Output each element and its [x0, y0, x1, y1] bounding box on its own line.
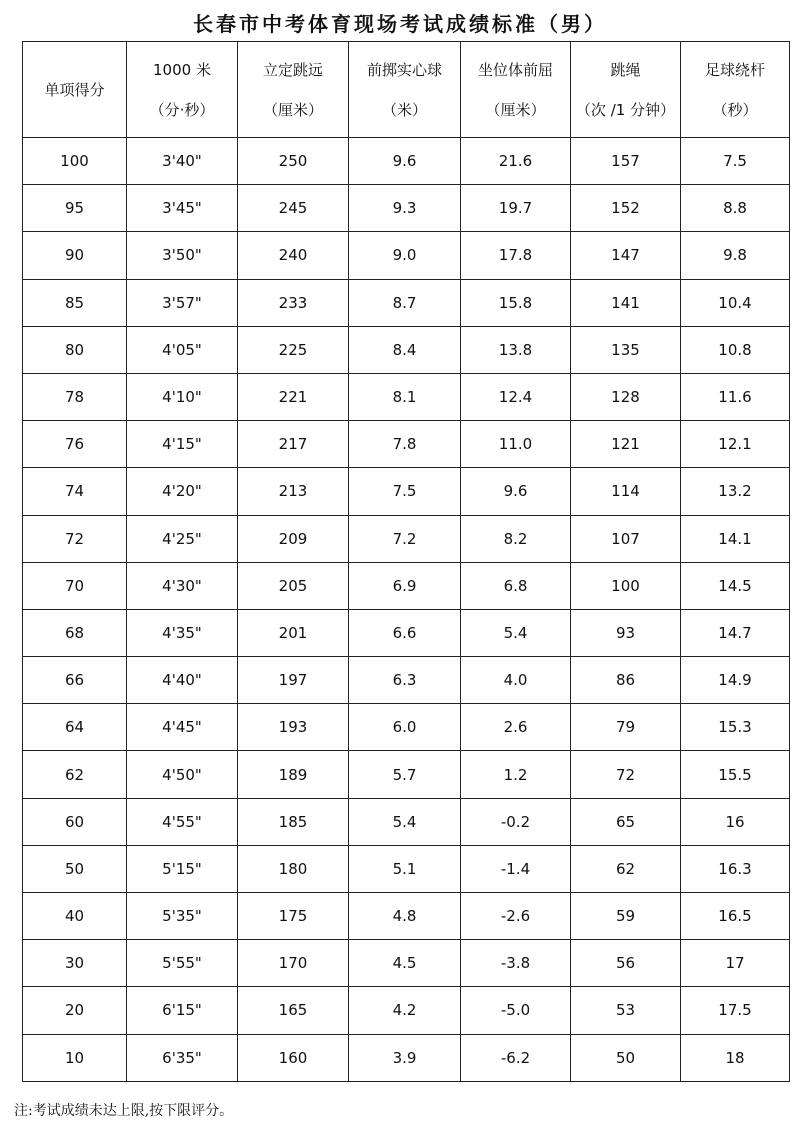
cell-1000m: 3'50" — [127, 232, 238, 279]
cell-sit-and-reach: 17.8 — [461, 232, 571, 279]
table-row — [23, 609, 790, 656]
cell-points: 76 — [23, 421, 127, 468]
cell-1000m: 4'50" — [127, 751, 238, 798]
cell-medicine-ball: 7.5 — [349, 468, 461, 515]
cell-standing-long-jump: 250 — [238, 138, 349, 185]
cell-football-dribble: 14.7 — [681, 609, 790, 656]
cell-standing-long-jump: 225 — [238, 326, 349, 373]
cell-medicine-ball: 5.1 — [349, 845, 461, 892]
cell-rope-skipping: 107 — [571, 515, 681, 562]
table-row — [23, 987, 790, 1034]
cell-standing-long-jump: 193 — [238, 704, 349, 751]
cell-football-dribble: 7.5 — [681, 138, 790, 185]
cell-1000m: 4'05" — [127, 326, 238, 373]
cell-medicine-ball: 4.8 — [349, 893, 461, 940]
cell-football-dribble: 15.3 — [681, 704, 790, 751]
cell-1000m: 5'35" — [127, 893, 238, 940]
cell-1000m: 6'15" — [127, 987, 238, 1034]
cell-football-dribble: 18 — [681, 1034, 790, 1081]
cell-medicine-ball: 7.2 — [349, 515, 461, 562]
cell-football-dribble: 12.1 — [681, 421, 790, 468]
cell-rope-skipping: 93 — [571, 609, 681, 656]
cell-sit-and-reach: 2.6 — [461, 704, 571, 751]
cell-football-dribble: 16 — [681, 798, 790, 845]
header-rope-skipping-label: 跳绳 — [610, 60, 641, 79]
header-rope-skipping — [571, 42, 681, 138]
cell-rope-skipping: 135 — [571, 326, 681, 373]
table-body — [23, 138, 790, 1082]
cell-football-dribble: 14.5 — [681, 562, 790, 609]
cell-football-dribble: 17.5 — [681, 987, 790, 1034]
cell-sit-and-reach: -2.6 — [461, 893, 571, 940]
cell-football-dribble: 14.1 — [681, 515, 790, 562]
cell-football-dribble: 8.8 — [681, 185, 790, 232]
header-medicine-ball — [349, 42, 461, 138]
cell-points: 50 — [23, 845, 127, 892]
cell-sit-and-reach: 5.4 — [461, 609, 571, 656]
header-1000m — [127, 42, 238, 138]
cell-rope-skipping: 147 — [571, 232, 681, 279]
cell-points: 80 — [23, 326, 127, 373]
cell-sit-and-reach: 11.0 — [461, 421, 571, 468]
cell-football-dribble: 9.8 — [681, 232, 790, 279]
table-row — [23, 279, 790, 326]
cell-points: 40 — [23, 893, 127, 940]
cell-points: 64 — [23, 704, 127, 751]
cell-rope-skipping: 152 — [571, 185, 681, 232]
cell-points: 70 — [23, 562, 127, 609]
cell-standing-long-jump: 233 — [238, 279, 349, 326]
cell-football-dribble: 16.3 — [681, 845, 790, 892]
table-row — [23, 798, 790, 845]
table-row — [23, 940, 790, 987]
cell-1000m: 3'57" — [127, 279, 238, 326]
cell-points: 72 — [23, 515, 127, 562]
table-row — [23, 845, 790, 892]
header-sit-and-reach-label: 坐位体前屈 — [477, 60, 553, 79]
cell-points: 95 — [23, 185, 127, 232]
cell-football-dribble: 11.6 — [681, 373, 790, 420]
cell-medicine-ball: 7.8 — [349, 421, 461, 468]
table-row — [23, 468, 790, 515]
cell-football-dribble: 14.9 — [681, 657, 790, 704]
cell-rope-skipping: 59 — [571, 893, 681, 940]
cell-sit-and-reach: 4.0 — [461, 657, 571, 704]
header-medicine-ball-label: 前掷实心球 — [366, 60, 442, 79]
cell-1000m: 4'35" — [127, 609, 238, 656]
cell-sit-and-reach: 9.6 — [461, 468, 571, 515]
cell-points: 20 — [23, 987, 127, 1034]
cell-medicine-ball: 6.3 — [349, 657, 461, 704]
cell-rope-skipping: 53 — [571, 987, 681, 1034]
cell-standing-long-jump: 217 — [238, 421, 349, 468]
cell-1000m: 4'40" — [127, 657, 238, 704]
cell-sit-and-reach: -3.8 — [461, 940, 571, 987]
cell-standing-long-jump: 165 — [238, 987, 349, 1034]
cell-1000m: 6'35" — [127, 1034, 238, 1081]
table-row — [23, 751, 790, 798]
cell-standing-long-jump: 213 — [238, 468, 349, 515]
header-football-dribble-unit: （秒） — [712, 100, 758, 119]
cell-rope-skipping: 141 — [571, 279, 681, 326]
header-football-dribble-label: 足球绕杆 — [704, 60, 765, 79]
cell-standing-long-jump: 197 — [238, 657, 349, 704]
page-title: 长春市中考体育现场考试成绩标准（男） — [193, 12, 607, 36]
header-row — [23, 42, 790, 138]
cell-standing-long-jump: 221 — [238, 373, 349, 420]
cell-football-dribble: 10.4 — [681, 279, 790, 326]
cell-football-dribble: 15.5 — [681, 751, 790, 798]
cell-points: 62 — [23, 751, 127, 798]
cell-standing-long-jump: 160 — [238, 1034, 349, 1081]
cell-1000m: 4'15" — [127, 421, 238, 468]
table-row — [23, 1034, 790, 1081]
cell-sit-and-reach: -6.2 — [461, 1034, 571, 1081]
cell-1000m: 4'45" — [127, 704, 238, 751]
cell-medicine-ball: 6.6 — [349, 609, 461, 656]
cell-sit-and-reach: -1.4 — [461, 845, 571, 892]
cell-1000m: 3'45" — [127, 185, 238, 232]
cell-standing-long-jump: 189 — [238, 751, 349, 798]
cell-points: 74 — [23, 468, 127, 515]
cell-standing-long-jump: 209 — [238, 515, 349, 562]
cell-points: 66 — [23, 657, 127, 704]
cell-medicine-ball: 4.2 — [349, 987, 461, 1034]
cell-medicine-ball: 9.3 — [349, 185, 461, 232]
table-row — [23, 515, 790, 562]
cell-standing-long-jump: 170 — [238, 940, 349, 987]
header-standing-long-jump-label: 立定跳远 — [262, 60, 323, 79]
cell-standing-long-jump: 180 — [238, 845, 349, 892]
cell-sit-and-reach: -5.0 — [461, 987, 571, 1034]
cell-1000m: 5'55" — [127, 940, 238, 987]
table-row — [23, 232, 790, 279]
score-standard-table — [22, 41, 790, 1082]
cell-points: 90 — [23, 232, 127, 279]
header-1000m-label: 1000 米 — [153, 60, 211, 79]
cell-rope-skipping: 121 — [571, 421, 681, 468]
cell-medicine-ball: 8.4 — [349, 326, 461, 373]
table-row — [23, 138, 790, 185]
cell-medicine-ball: 5.4 — [349, 798, 461, 845]
cell-medicine-ball: 6.0 — [349, 704, 461, 751]
cell-sit-and-reach: 8.2 — [461, 515, 571, 562]
cell-medicine-ball: 3.9 — [349, 1034, 461, 1081]
cell-points: 68 — [23, 609, 127, 656]
header-standing-long-jump — [238, 42, 349, 138]
header-medicine-ball-unit: （米） — [381, 100, 427, 119]
cell-medicine-ball: 8.1 — [349, 373, 461, 420]
cell-football-dribble: 10.8 — [681, 326, 790, 373]
table-row — [23, 421, 790, 468]
cell-1000m: 4'10" — [127, 373, 238, 420]
cell-rope-skipping: 100 — [571, 562, 681, 609]
cell-points: 60 — [23, 798, 127, 845]
cell-rope-skipping: 72 — [571, 751, 681, 798]
footnote: 注:考试成绩未达上限,按下限评分。 — [14, 1103, 234, 1119]
cell-medicine-ball: 4.5 — [349, 940, 461, 987]
cell-sit-and-reach: 21.6 — [461, 138, 571, 185]
cell-sit-and-reach: -0.2 — [461, 798, 571, 845]
cell-standing-long-jump: 175 — [238, 893, 349, 940]
cell-1000m: 3'40" — [127, 138, 238, 185]
cell-sit-and-reach: 12.4 — [461, 373, 571, 420]
cell-1000m: 4'20" — [127, 468, 238, 515]
table-header — [23, 42, 790, 138]
cell-rope-skipping: 62 — [571, 845, 681, 892]
cell-1000m: 4'30" — [127, 562, 238, 609]
cell-points: 30 — [23, 940, 127, 987]
table-row — [23, 326, 790, 373]
table-row — [23, 562, 790, 609]
cell-medicine-ball: 5.7 — [349, 751, 461, 798]
cell-rope-skipping: 128 — [571, 373, 681, 420]
cell-standing-long-jump: 245 — [238, 185, 349, 232]
cell-rope-skipping: 157 — [571, 138, 681, 185]
table-row — [23, 893, 790, 940]
cell-points: 78 — [23, 373, 127, 420]
header-points — [23, 42, 127, 138]
cell-football-dribble: 13.2 — [681, 468, 790, 515]
cell-standing-long-jump: 201 — [238, 609, 349, 656]
header-points-label: 单项得分 — [44, 80, 105, 99]
table-row — [23, 657, 790, 704]
table-row — [23, 704, 790, 751]
header-football-dribble — [681, 42, 790, 138]
cell-rope-skipping: 79 — [571, 704, 681, 751]
header-sit-and-reach — [461, 42, 571, 138]
cell-standing-long-jump: 185 — [238, 798, 349, 845]
cell-medicine-ball: 6.9 — [349, 562, 461, 609]
cell-standing-long-jump: 240 — [238, 232, 349, 279]
cell-football-dribble: 17 — [681, 940, 790, 987]
header-sit-and-reach-unit: （厘米） — [485, 100, 546, 119]
table-row — [23, 185, 790, 232]
header-1000m-unit: （分·秒） — [149, 100, 215, 119]
cell-points: 85 — [23, 279, 127, 326]
cell-medicine-ball: 9.0 — [349, 232, 461, 279]
cell-rope-skipping: 86 — [571, 657, 681, 704]
cell-sit-and-reach: 13.8 — [461, 326, 571, 373]
cell-rope-skipping: 114 — [571, 468, 681, 515]
cell-standing-long-jump: 205 — [238, 562, 349, 609]
cell-1000m: 5'15" — [127, 845, 238, 892]
cell-1000m: 4'55" — [127, 798, 238, 845]
table-row — [23, 373, 790, 420]
header-rope-skipping-unit: （次 /1 分钟） — [575, 100, 676, 119]
header-standing-long-jump-unit: （厘米） — [262, 100, 323, 119]
cell-1000m: 4'25" — [127, 515, 238, 562]
cell-rope-skipping: 65 — [571, 798, 681, 845]
cell-points: 100 — [23, 138, 127, 185]
cell-sit-and-reach: 15.8 — [461, 279, 571, 326]
cell-points: 10 — [23, 1034, 127, 1081]
cell-rope-skipping: 56 — [571, 940, 681, 987]
cell-rope-skipping: 50 — [571, 1034, 681, 1081]
cell-football-dribble: 16.5 — [681, 893, 790, 940]
cell-medicine-ball: 8.7 — [349, 279, 461, 326]
cell-medicine-ball: 9.6 — [349, 138, 461, 185]
cell-sit-and-reach: 6.8 — [461, 562, 571, 609]
cell-sit-and-reach: 19.7 — [461, 185, 571, 232]
cell-sit-and-reach: 1.2 — [461, 751, 571, 798]
